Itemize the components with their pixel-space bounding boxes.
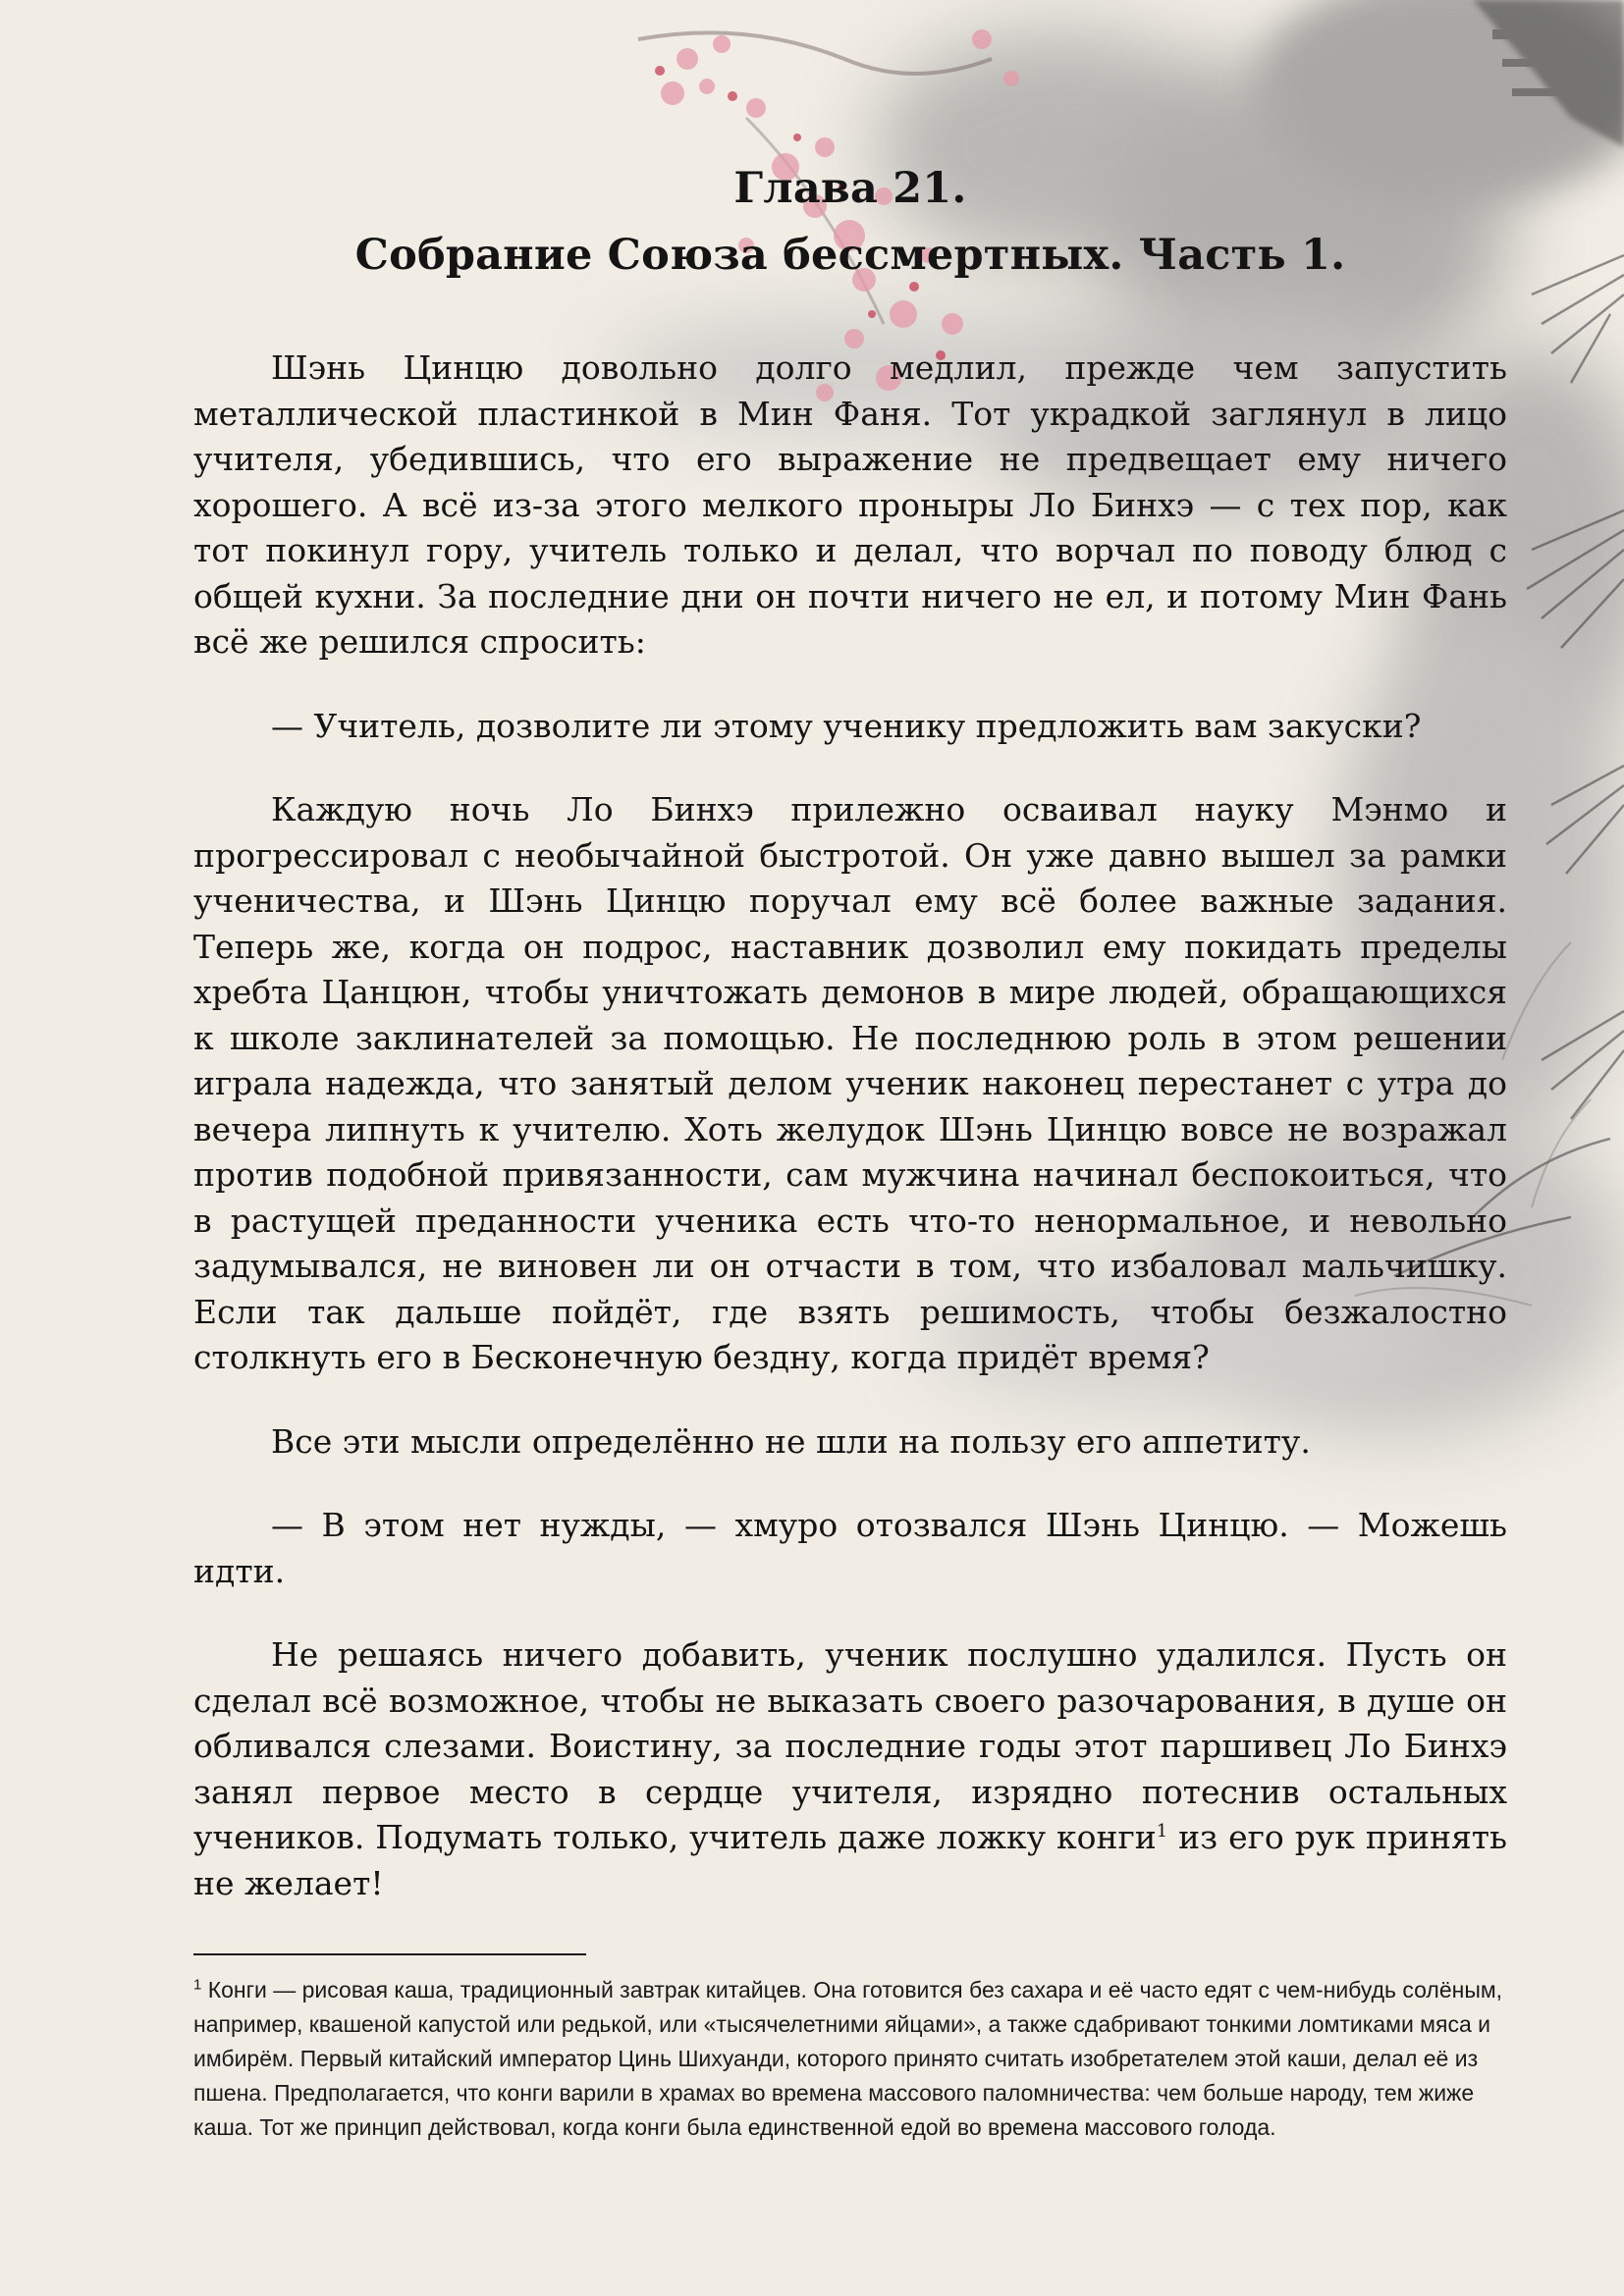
chapter-number: Глава 21.	[733, 164, 967, 213]
paragraph	[193, 1632, 1507, 1906]
paragraph-text: из его рук принять не желает!	[193, 1818, 1507, 1902]
paragraph: — Учитель, дозволите ли этому ученику предложить вам закуски?	[271, 706, 1422, 745]
footnote-separator	[193, 1953, 586, 1955]
chapter-body	[193, 346, 1507, 1906]
paragraph: Шэнь Цинцю довольно долго медлил, прежде чем запустить металлической пластинкой в Мин Фаня. Тот украдкой заглянул в лицо учителя, убедившись, что его выражение не предвещает ему ничего хорошего. А всё из-за этого мелкого проныры Ло Бинхэ — с тех пор, как тот покинул гору, учитель только и делал, что ворчал по поводу блюд с общей кухни. За последние дни он почти ничего не ел, и потому Мин Фань всё же решился спросить:	[193, 348, 1507, 661]
footnote-number: 1	[193, 1976, 202, 1994]
chapter-title	[193, 155, 1507, 289]
paragraph-text: Не решаясь ничего добавить, ученик послушно удалился. Пусть он сделал всё возможное, чтобы не выказать своего разочарования, в душе он обливался слезами. Воистину, за последние годы этот паршивец Ло Бинхэ занял первое место в сердце учителя, изрядно потеснив остальных учеников. Подумать только, учитель даже ложку конги	[193, 1635, 1507, 1856]
paragraph: — В этом нет нужды, — хмуро отозвался Шэнь Цинцю. — Можешь идти.	[193, 1506, 1507, 1590]
chapter-subtitle: Собрание Союза бессмертных. Часть 1.	[354, 231, 1346, 280]
footnote-text: Конги — рисовая каша, традиционный завтрак китайцев. Она готовится без сахара и её часто едят с чем-нибудь солёным, например, квашеной капустой или редькой, или «тысячелетними яйцами», а также сдабривают тонкими ломтиками мяса и имбирём. Первый китайский император Цинь Шихуанди, которого принято считать изобретателем этой каши, делал её из пшена. Предполагается, что конги варили в храмах во времена массового паломничества: чем больше народу, тем жиже каша. Тот же принцип действовал, когда конги была единственной едой во времена массового голода.	[193, 1977, 1503, 2140]
paragraph: Каждую ночь Ло Бинхэ прилежно осваивал науку Мэнмо и прогрессировал с необычайной быстротой. Он уже давно вышел за рамки ученичества, и Шэнь Цинцю поручал ему всё более важные задания. Теперь же, когда он подрос, наставник дозволил ему покидать пределы хребта Цанцюн, чтобы уничтожать демонов в мире людей, обращающихся к школе заклинателей за помощью. Не последнюю роль в этом решении играла надежда, что занятый делом ученик наконец перестанет с утра до вечера липнуть к учителю. Хоть желудок Шэнь Цинцю вовсе не возражал против подобной привязанности, сам мужчина начинал беспокоиться, что в растущей преданности ученика есть что-то ненормальное, и невольно задумывался, не виновен ли он отчасти в том, что избаловал мальчишку. Если так дальше пойдёт, где взять решимость, чтобы безжалостно столкнуть его в Бесконечную бездну, когда придёт время?	[193, 790, 1507, 1376]
footnote-reference[interactable]: 1	[1156, 1821, 1168, 1842]
document-page	[193, 0, 1507, 2145]
footnote	[193, 1973, 1507, 2145]
paragraph: Все эти мысли определённо не шли на пользу его аппетиту.	[271, 1421, 1311, 1461]
